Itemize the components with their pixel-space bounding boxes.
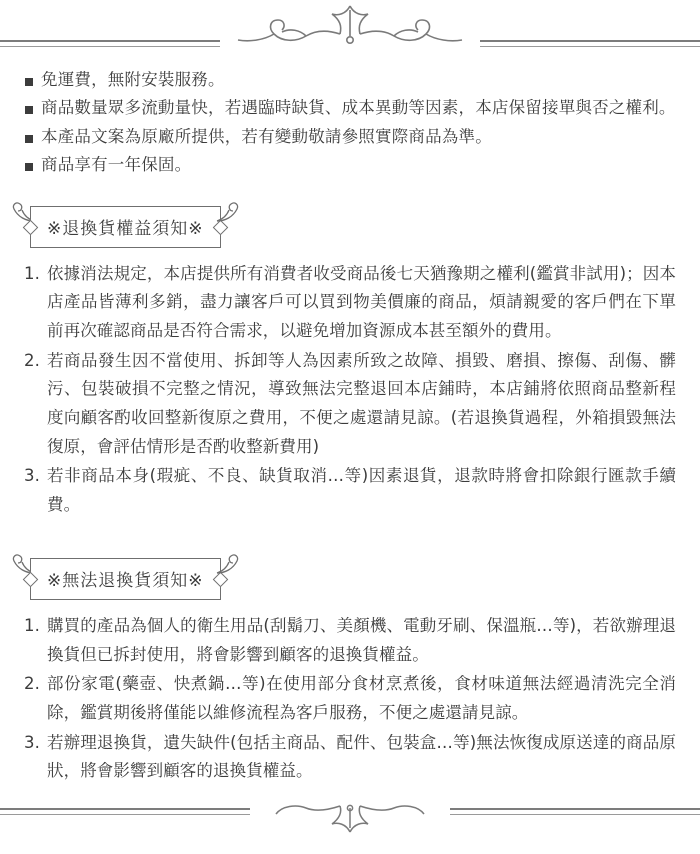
- list-item: 依據消法規定，本店提供所有消費者收受商品後七天猶豫期之權利(鑑賞非試用)；因本店產品皆薄利多銷，盡力讓客戶可以買到物美價廉的商品，煩請親愛的客戶們在下單前再次確認商品是否符合需求，以避免增加資源成本甚至額外的費用。: [47, 263, 676, 340]
- policy-content: [0, 58, 700, 786]
- list-item: 若辦理退換貨，遺失缺件(包括主商品、配件、包裝盒…等)無法恢復成原送達的商品原狀，將會影響到顧客的退換貨權益。: [47, 732, 676, 781]
- return-policy-list: [24, 260, 676, 520]
- scroll-flourish-ornament-icon: [250, 802, 450, 842]
- list-item: 本產品文案為原廠所提供，若有變動敬請參照實際商品為準。: [24, 123, 676, 151]
- shipping-notes-list: [24, 66, 676, 180]
- return-policy-heading: [30, 206, 221, 248]
- bottom-ornament-band: [0, 800, 700, 844]
- no-return-policy-heading: [30, 558, 221, 600]
- list-item: 商品享有一年保固。: [24, 151, 676, 179]
- list-item: 若商品發生因不當使用、拆卸等人為因素所致之故障、損毀、磨損、擦傷、刮傷、髒污、包裝破損不完整之情況，導致無法完整退回本店鋪時，本店鋪將依照商品整新程度向顧客酌收回整新復原之費用，不便之處還請見諒。(若退換貨過程，外箱損毀無法復原，會評估情形是否酌收整新費用): [47, 350, 676, 456]
- list-item: 部份家電(藥壺、快煮鍋…等)在使用部分食材烹煮後，食材味道無法經過清洗完全消除，鑑賞期後將僅能以維修流程為客戶服務，不便之處還請見諒。: [47, 674, 676, 722]
- section-heading-text: ※無法退換貨須知※: [30, 558, 221, 600]
- list-item: 若非商品本身(瑕疵、不良、缺貨取消…等)因素退貨，退款時將會扣除銀行匯款手續費。: [47, 466, 676, 515]
- list-item: 商品數量眾多流動量快，若遇臨時缺貨、成本異動等因素，本店保留接單與否之權利。: [24, 94, 676, 122]
- section-heading-text: ※退換貨權益須知※: [30, 206, 221, 248]
- top-ornament-band: [0, 0, 700, 58]
- no-return-policy-list: [24, 612, 676, 786]
- section-spacer: [24, 522, 676, 536]
- list-item: 免運費，無附安裝服務。: [24, 66, 676, 94]
- scroll-flourish-ornament-icon: [220, 0, 480, 54]
- list-item: 購買的產品為個人的衛生用品(刮鬍刀、美顏機、電動牙刷、保溫瓶…等)，若欲辦理退換貨但已拆封使用，將會影響到顧客的退換貨權益。: [47, 615, 676, 664]
